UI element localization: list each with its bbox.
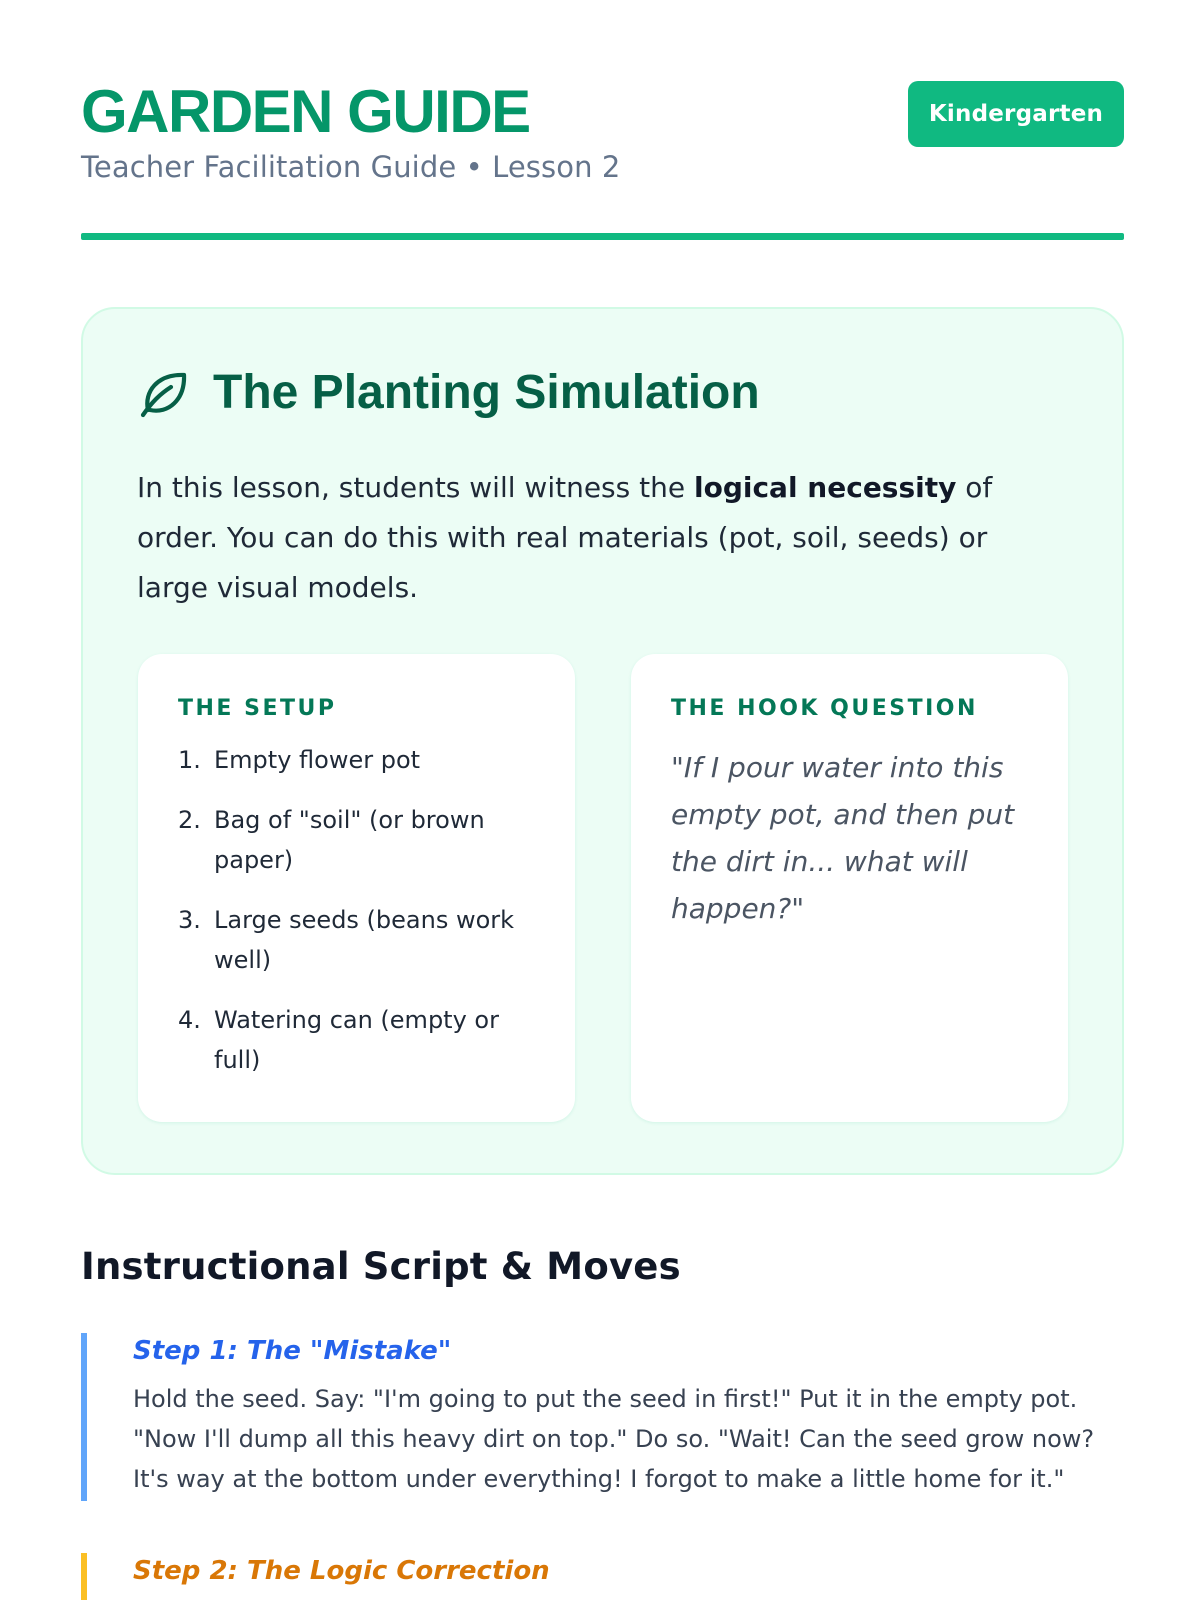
page-subtitle: Teacher Facilitation Guide • Lesson 2 [81, 150, 621, 184]
step-1 [81, 1333, 1124, 1501]
list-item-number: 4. [178, 1006, 201, 1034]
list-item-text: Empty flower pot [214, 746, 421, 774]
list-item [178, 740, 538, 780]
lesson-intro-end: of order. You can do this with real materials (pot, soil, seeds) or large visual models. [137, 471, 993, 604]
setup-box [138, 654, 575, 1122]
hook-quote: "If I pour water into this empty pot, and then put the dirt in... what will happen?" [671, 751, 1015, 925]
list-item [178, 1000, 538, 1080]
list-item-text: Watering can (empty or full) [214, 1006, 499, 1074]
lesson-heading [137, 363, 760, 423]
script-heading: Instructional Script & Moves [81, 1245, 681, 1288]
lesson-intro [137, 463, 1067, 613]
step-2 [81, 1553, 1124, 1600]
hook-box [631, 654, 1068, 1122]
lesson-card [81, 307, 1124, 1175]
leaf-icon [137, 366, 191, 420]
list-item-number: 2. [178, 806, 201, 834]
step-title: Step 1: The "Mistake" [133, 1336, 452, 1366]
list-item [178, 900, 538, 980]
setup-list [178, 740, 538, 1100]
step-title: Step 2: The Logic Correction [133, 1556, 550, 1586]
list-item-number: 3. [178, 906, 201, 934]
setup-label: THE SETUP [178, 696, 337, 721]
page-title: GARDEN GUIDE [81, 78, 530, 145]
list-item-number: 1. [178, 746, 201, 774]
lesson-title: The Planting Simulation [213, 366, 760, 419]
list-item-text: Large seeds (beans work well) [214, 906, 515, 974]
list-item [178, 800, 538, 880]
hook-label: THE HOOK QUESTION [671, 696, 978, 721]
grade-badge: Kindergarten [908, 81, 1124, 147]
lesson-intro-emphasis: logical necessity [693, 471, 957, 504]
list-item-text: Bag of "soil" (or brown paper) [214, 806, 485, 874]
step-body: Hold the seed. Say: "I'm going to put the seed in first!" Put it in the empty pot. "Now I'll dump all this heavy dirt on top." Do so. "Wait! Can the seed grow now? It's way at the bottom under everything! I forgot to make a little home for it." [133, 1385, 1095, 1493]
lesson-intro-start: In this lesson, students will witness the [137, 471, 694, 504]
header-divider [81, 233, 1124, 240]
